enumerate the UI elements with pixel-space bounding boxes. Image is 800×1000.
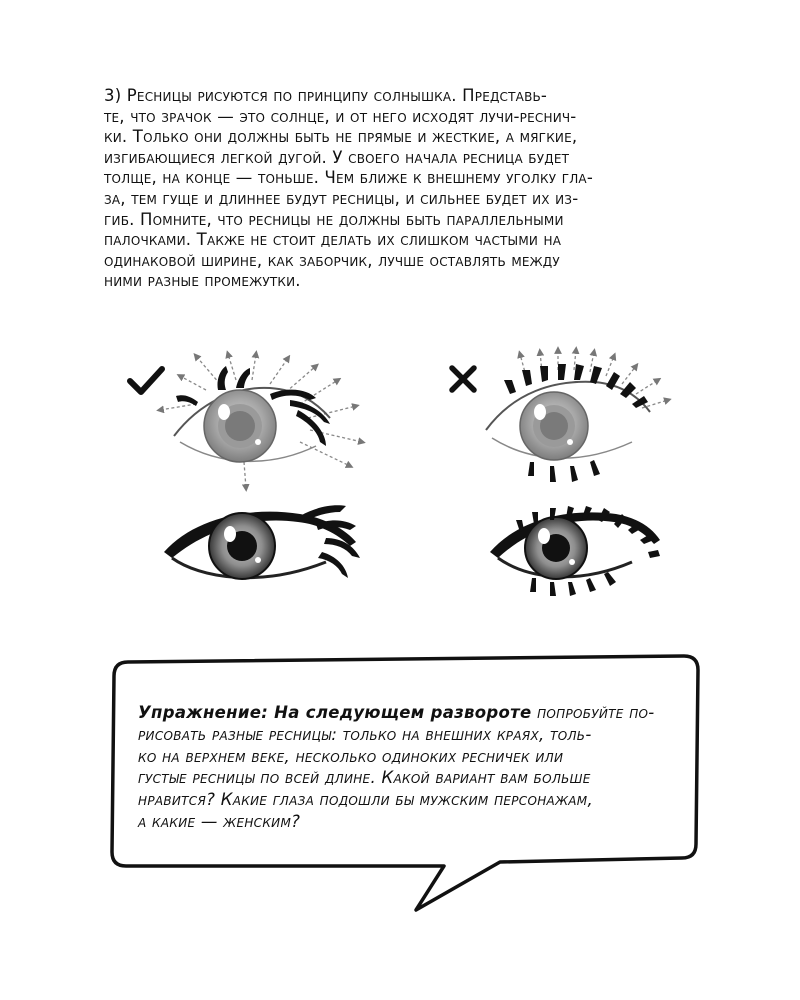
paragraph-line: 3) Ресницы рисуются по принципу солнышка. Представь- bbox=[104, 86, 548, 105]
exercise-text bbox=[138, 702, 686, 833]
exercise-line: густые ресницы по всей длине. Какой вариант вам больше bbox=[138, 768, 591, 788]
paragraph-line: толще, на конце — тоньше. Чем ближе к внешнему уголку гла- bbox=[104, 168, 593, 188]
paragraph-line: палочками. Также не стоит делать их слишком частыми на bbox=[104, 230, 562, 250]
exercise-line-text: попробуйте по- bbox=[537, 703, 655, 722]
exercise-line bbox=[138, 702, 686, 724]
paragraph-line: гиб. Помните, что ресницы не должны быть параллельными bbox=[104, 209, 564, 229]
paragraph-line: те, что зрачок — это солнце, и от него исходят лучи-реснич- bbox=[104, 106, 577, 126]
paragraph-line: ними разные промежутки. bbox=[104, 271, 301, 291]
paragraph-line: одинаковой ширине, как заборчик, лучше оставлять между bbox=[104, 250, 560, 270]
paragraph-line: изгибающиеся легкой дугой. У своего начала ресница будет bbox=[104, 147, 570, 167]
paragraph-line: ки. Только они должны быть не прямые и жесткие, а мягкие, bbox=[104, 127, 578, 147]
exercise-line: рисовать разные ресницы: только на внешних краях, толь- bbox=[138, 724, 592, 744]
exercise-label: Упражнение: На следующем развороте bbox=[138, 703, 532, 722]
paragraph-line: за, тем гуще и длиннее будут ресницы, и сильнее будет их из- bbox=[104, 188, 579, 208]
exercise-line: нравится? Какие глаза подошли бы мужским персонажам, bbox=[138, 790, 593, 810]
exercise-line: ко на верхнем веке, несколько одиноких ресничек или bbox=[138, 746, 564, 766]
exercise-line: а какие — женским? bbox=[138, 811, 301, 831]
